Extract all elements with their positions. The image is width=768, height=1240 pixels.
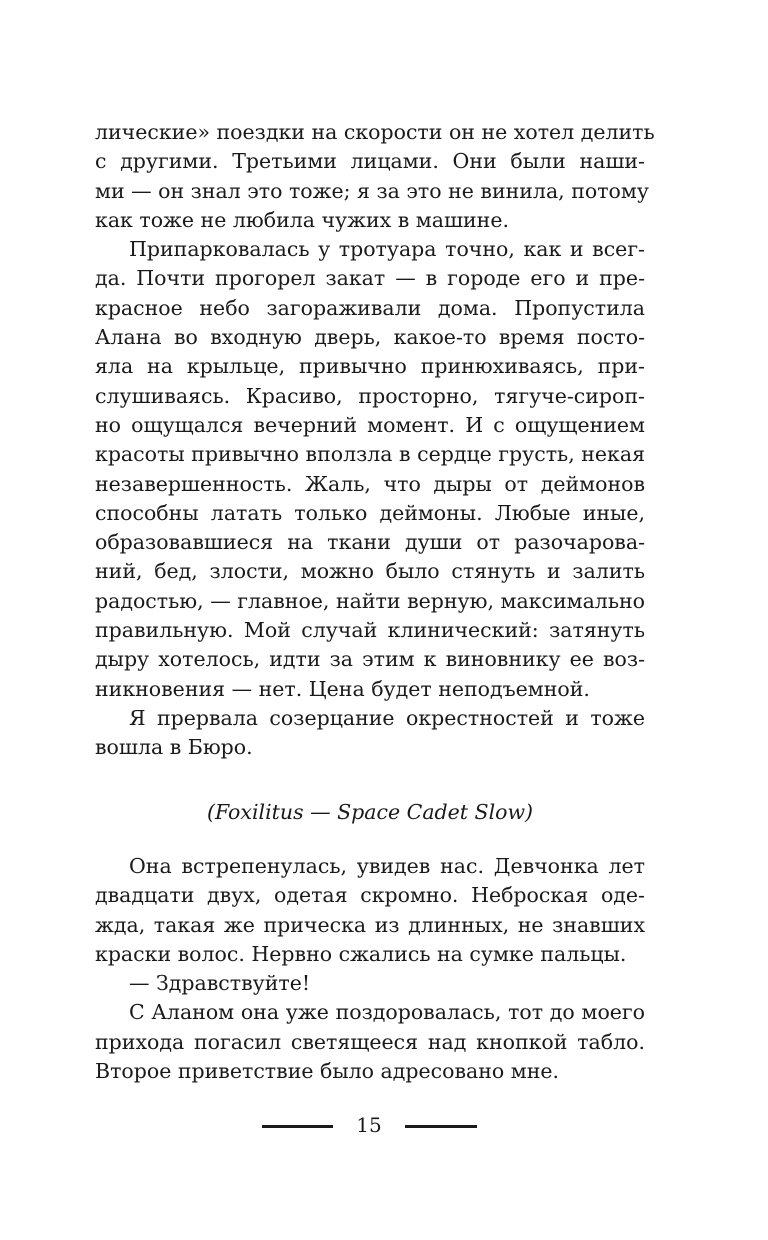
text-line: двадцати двух, одетая скромно. Неброская оде- <box>95 883 645 908</box>
text-line: краски волос. Нервно сжались на сумке пальцы. <box>95 941 627 966</box>
text-line: образовавшиеся на ткани души от разочарова- <box>95 530 645 555</box>
paragraph <box>95 235 645 704</box>
text-line: правильную. Мой случай клинический: затянуть <box>95 618 645 643</box>
text-line: лические» поездки на скорости он не хотел делить <box>95 120 655 144</box>
text-line: вошла в Бюро. <box>95 735 253 760</box>
text-line: красное небо загораживали дома. Пропустила <box>95 295 645 320</box>
text-line: яла на крыльце, привычно принюхиваясь, при- <box>95 354 645 379</box>
paragraph <box>95 118 655 235</box>
footer-rule-right <box>405 1125 477 1128</box>
text-line: радостью, — главное, найти верную, максимально <box>95 588 645 613</box>
text-line: никновения — нет. Цена будет неподъемной. <box>95 676 590 701</box>
text-line: Я прервала созерцание окрестностей и тоже <box>129 705 645 730</box>
text-line: способны латать только деймоны. Любые иные, <box>95 500 645 525</box>
text-line: как тоже не любила чужих в машине. <box>95 207 509 232</box>
text-line: Алана во входную дверь, какое-то время посто- <box>95 325 645 350</box>
text-line: незавершенность. Жаль, что дыры от деймонов <box>95 471 645 496</box>
text-line: с другими. Третьими лицами. Они были наши- <box>95 149 645 174</box>
epigraph: (Foxilitus — Space Cadet Slow) <box>206 800 534 824</box>
paragraph <box>95 704 645 763</box>
paragraph <box>95 852 645 969</box>
page-footer <box>0 1111 768 1141</box>
text-line: С Аланом она уже поздоровалась, тот до моего <box>129 1000 645 1025</box>
text-line: да. Почти прогорел закат — в городе его и пре- <box>95 266 645 291</box>
text-line: слушиваясь. Красиво, просторно, тягуче-сироп- <box>95 383 645 408</box>
text-line: дыру хотелось, идти за этим к виновнику ее воз- <box>95 647 645 672</box>
paragraph <box>95 998 645 1086</box>
text-line: — Здравствуйте! <box>129 971 311 996</box>
scene-block <box>95 852 645 1086</box>
page-number: 15 <box>356 1113 382 1137</box>
footer-rule-left <box>262 1125 333 1128</box>
text-line: ми — он знал это тоже; я за это не винила, потому <box>95 178 649 203</box>
text-line: Второе приветствие было адресовано мне. <box>95 1059 560 1084</box>
text-line: ний, бед, злости, можно было стянуть и залить <box>95 559 645 584</box>
text-line: красоты привычно вползла в сердце грусть, некая <box>95 442 645 467</box>
text-line: прихода погасил светящееся над кнопкой табло. <box>95 1029 645 1054</box>
dialogue-line <box>95 969 645 998</box>
page-body <box>95 118 655 1084</box>
text-line: но ощущался вечерний момент. И с ощущением <box>95 412 645 437</box>
text-line: Припарковалась у тротуара точно, как и всег- <box>129 237 645 262</box>
text-line: Она встрепенулась, увидев нас. Девчонка лет <box>129 854 645 878</box>
text-line: жда, такая же прическа из длинных, не знавших <box>95 912 645 937</box>
